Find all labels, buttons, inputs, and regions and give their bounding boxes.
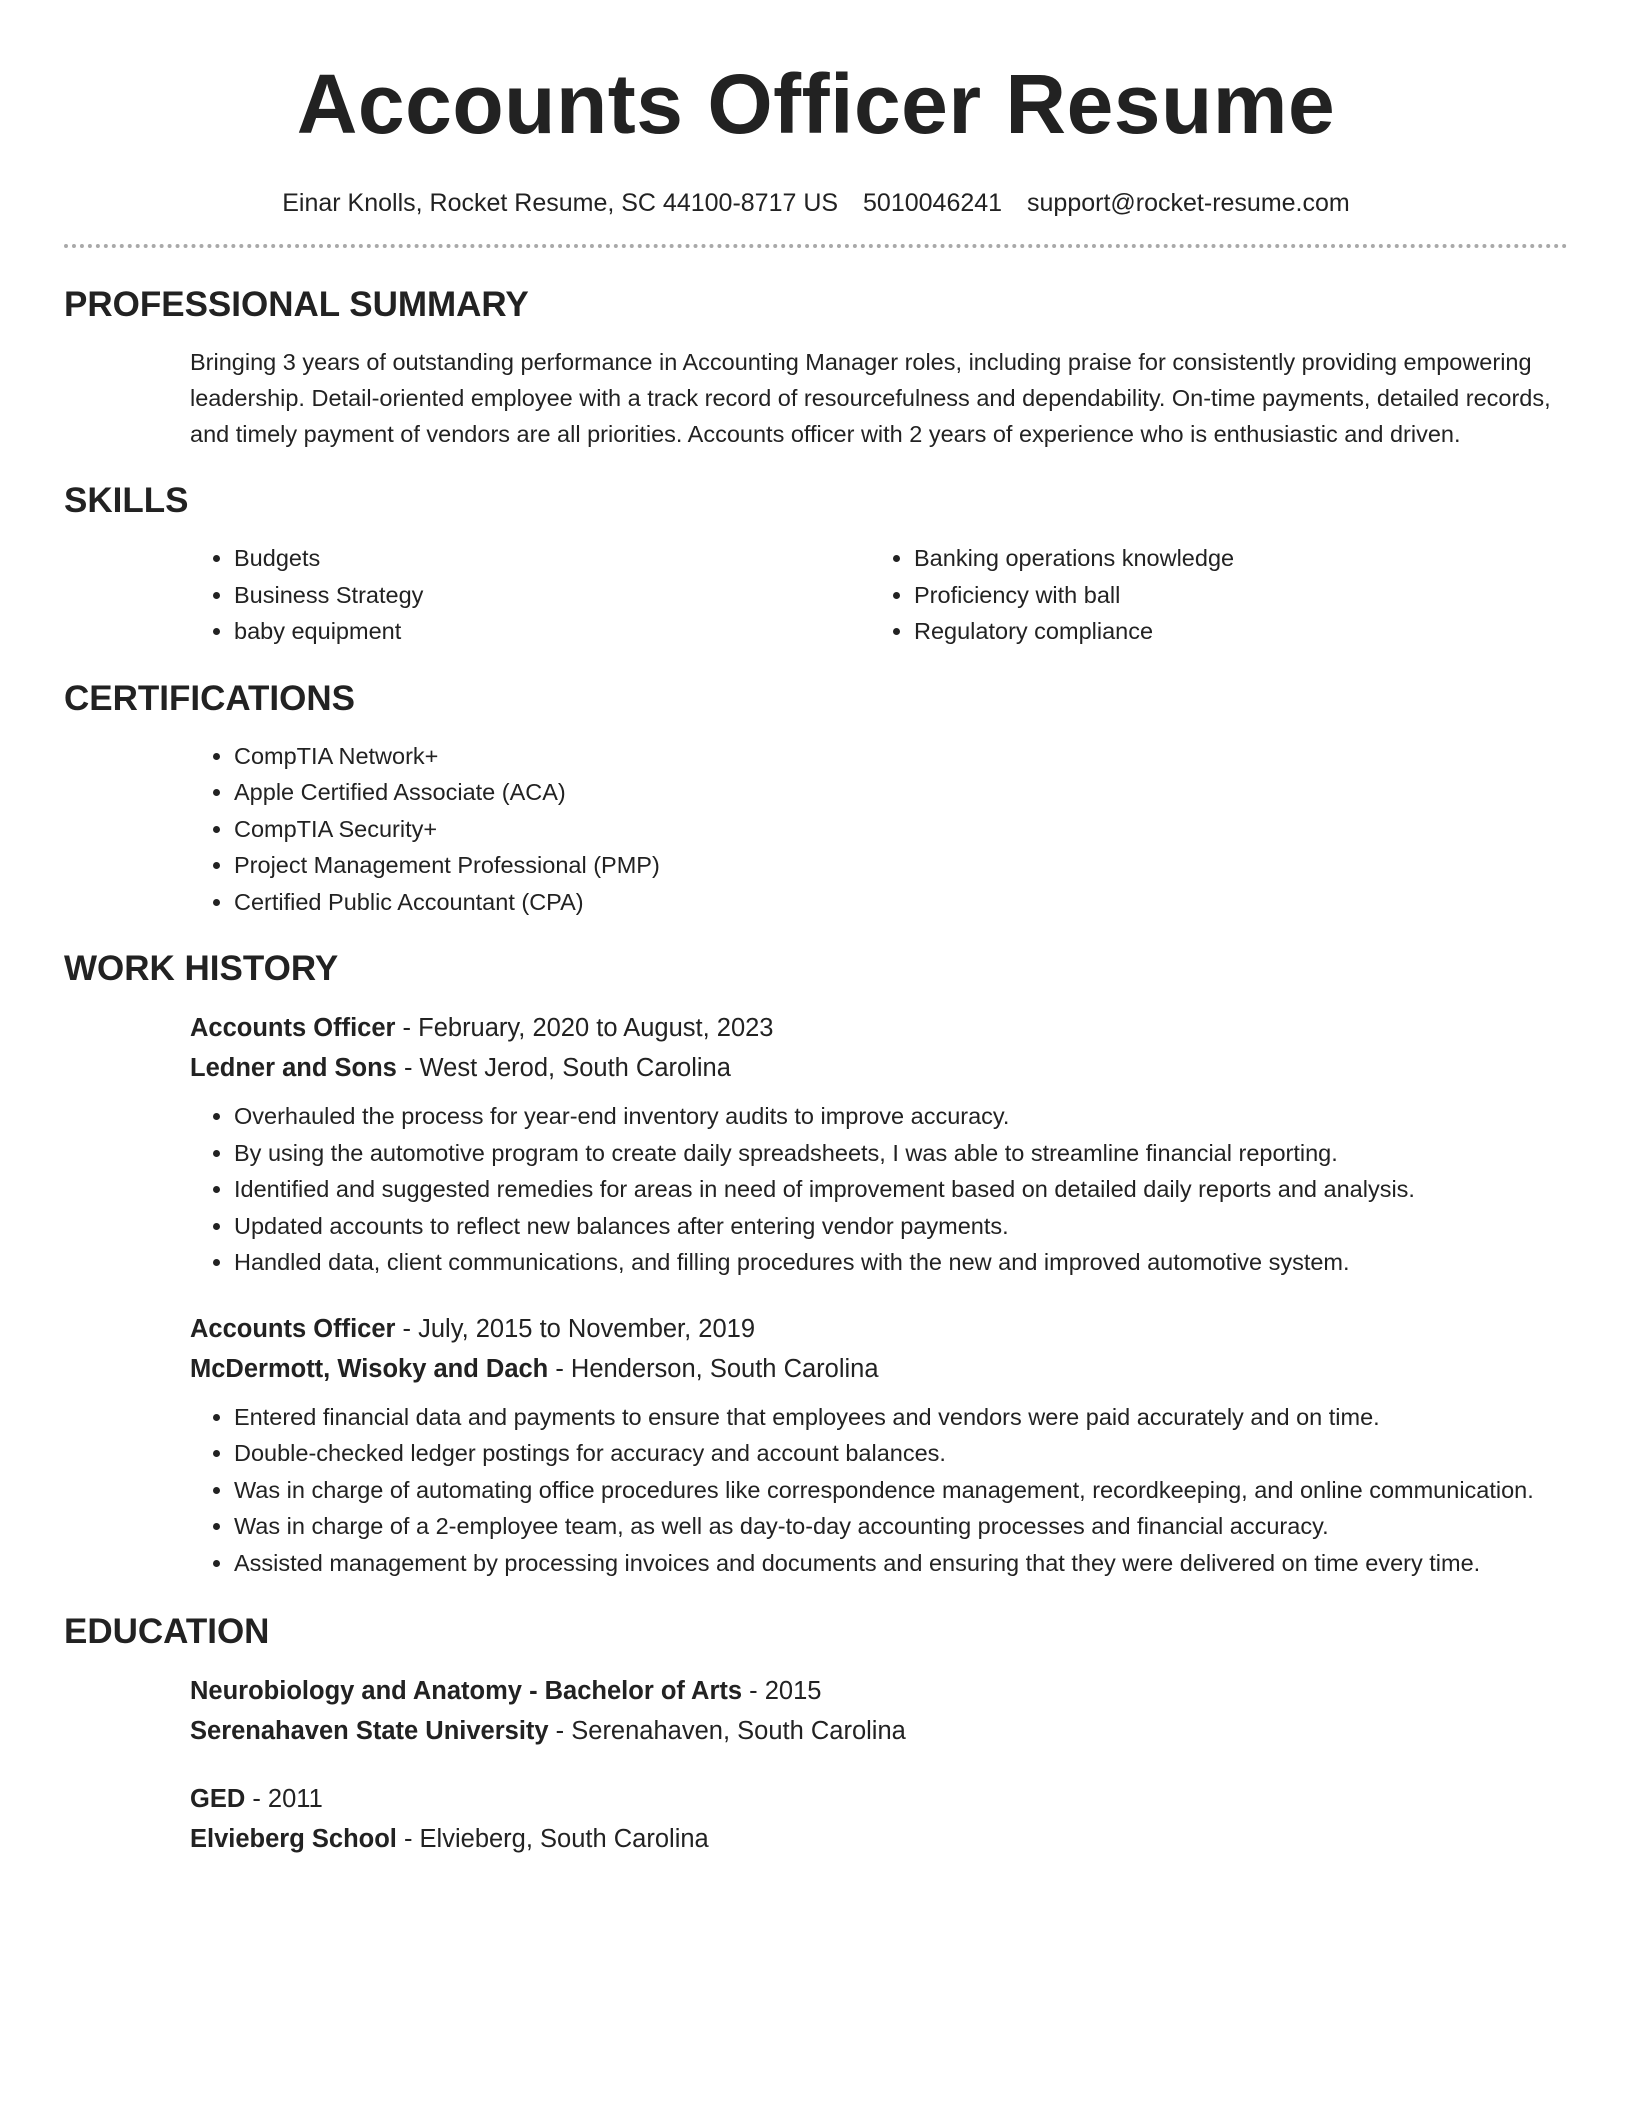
contact-phone: 5010046241 [863, 189, 1003, 217]
job-bullet: • Was in charge of automating office procedures like correspondence management, recordkeeping, and online communication. [234, 1472, 1568, 1509]
header-divider [64, 244, 1568, 248]
work-history-heading: WORK HISTORY [64, 949, 339, 988]
skills-section [64, 478, 1568, 650]
job-title-line [190, 1309, 1568, 1349]
contact-email: support@rocket-resume.com [1027, 189, 1350, 217]
job-location: - West Jerod, South Carolina [396, 1054, 731, 1082]
work-history-section [64, 946, 1568, 1581]
certification-item: • CompTIA Network+ [234, 738, 1568, 775]
certification-item: • Project Management Professional (PMP) [234, 847, 1568, 884]
summary-text: Bringing 3 years of outstanding performance in Accounting Manager roles, including praise for consistently providing empowering leadership. Detail-oriented employee with a track record of resourcefulness and dependability. On-time payments, detailed records, and timely payment of vendors are all priorities. Accounts officer with 2 years of experience who is enthusiastic and driven. [190, 349, 1551, 447]
contact-address: Einar Knolls, Rocket Resume, SC 44100-8717 US [282, 189, 839, 217]
job-company: Ledner and Sons [190, 1054, 397, 1082]
certification-item: • CompTIA Security+ [234, 811, 1568, 848]
job-title: Accounts Officer [190, 1014, 396, 1042]
job-entry [190, 1309, 1568, 1582]
job-bullet: • Was in charge of a 2-employee team, as well as day-to-day accounting processes and financial accuracy. [234, 1508, 1568, 1545]
job-bullet: • Identified and suggested remedies for areas in need of improvement based on detailed daily reports and analysis. [234, 1171, 1568, 1208]
education-year: - 2015 [742, 1677, 822, 1705]
education-location: - Elvieberg, South Carolina [396, 1825, 709, 1853]
education-heading: EDUCATION [64, 1612, 270, 1651]
certifications-heading: CERTIFICATIONS [64, 678, 356, 718]
certification-item: • Certified Public Accountant (CPA) [234, 884, 1568, 921]
skill-item: • Proficiency with ball [914, 577, 1550, 614]
skill-item: • Business Strategy [234, 577, 870, 614]
job-bullet: • Entered financial data and payments to ensure that employees and vendors were paid accurately and on time. [234, 1399, 1568, 1436]
skill-item: • baby equipment [234, 613, 870, 650]
skill-item: • Banking operations knowledge [914, 540, 1550, 577]
job-company-line [190, 1048, 1568, 1088]
job-bullet: • Updated accounts to reflect new balances after entering vendor payments. [234, 1208, 1568, 1245]
education-location: - Serenahaven, South Carolina [548, 1717, 906, 1745]
job-bullet: • Overhauled the process for year-end inventory audits to improve accuracy. [234, 1098, 1568, 1135]
job-dates: - February, 2020 to August, 2023 [395, 1014, 774, 1042]
job-title: Accounts Officer [190, 1314, 396, 1343]
education-section [64, 1609, 1568, 1859]
page-title: Accounts Officer Resume [296, 57, 1336, 151]
job-dates: - July, 2015 to November, 2019 [395, 1314, 756, 1343]
contact-line [64, 186, 1568, 220]
education-degree-line [190, 1671, 1568, 1711]
summary-section [64, 282, 1568, 452]
education-school-line [190, 1819, 1568, 1859]
skill-item: • Regulatory compliance [914, 613, 1550, 650]
skills-left-column [190, 540, 870, 650]
education-entry [190, 1671, 1568, 1751]
certification-item: • Apple Certified Associate (ACA) [234, 774, 1568, 811]
skills-heading: SKILLS [64, 481, 189, 520]
education-school-line [190, 1711, 1568, 1751]
skill-item: • Budgets [234, 540, 870, 577]
job-location: - Henderson, South Carolina [548, 1354, 879, 1383]
job-entry [190, 1008, 1568, 1281]
education-school: Serenahaven State University [190, 1717, 549, 1745]
job-bullet: • Assisted management by processing invoices and documents and ensuring that they were delivered on time every time. [234, 1545, 1568, 1582]
job-bullet: • Handled data, client communications, and filling procedures with the new and improved automotive system. [234, 1244, 1568, 1281]
education-degree: GED [190, 1785, 246, 1813]
job-company: McDermott, Wisoky and Dach [190, 1354, 549, 1383]
education-entry [190, 1779, 1568, 1859]
education-degree-line [190, 1779, 1568, 1819]
job-title-line [190, 1008, 1568, 1048]
education-degree: Neurobiology and Anatomy - Bachelor of Arts [190, 1677, 743, 1705]
skills-right-column [870, 540, 1550, 650]
job-bullet: • Double-checked ledger postings for accuracy and account balances. [234, 1435, 1568, 1472]
job-bullet: • By using the automotive program to create daily spreadsheets, I was able to streamline financial reporting. [234, 1135, 1568, 1172]
job-company-line [190, 1349, 1568, 1389]
summary-heading: PROFESSIONAL SUMMARY [64, 285, 529, 324]
education-year: - 2011 [245, 1785, 323, 1813]
certifications-section [64, 676, 1568, 921]
education-school: Elvieberg School [190, 1825, 397, 1853]
